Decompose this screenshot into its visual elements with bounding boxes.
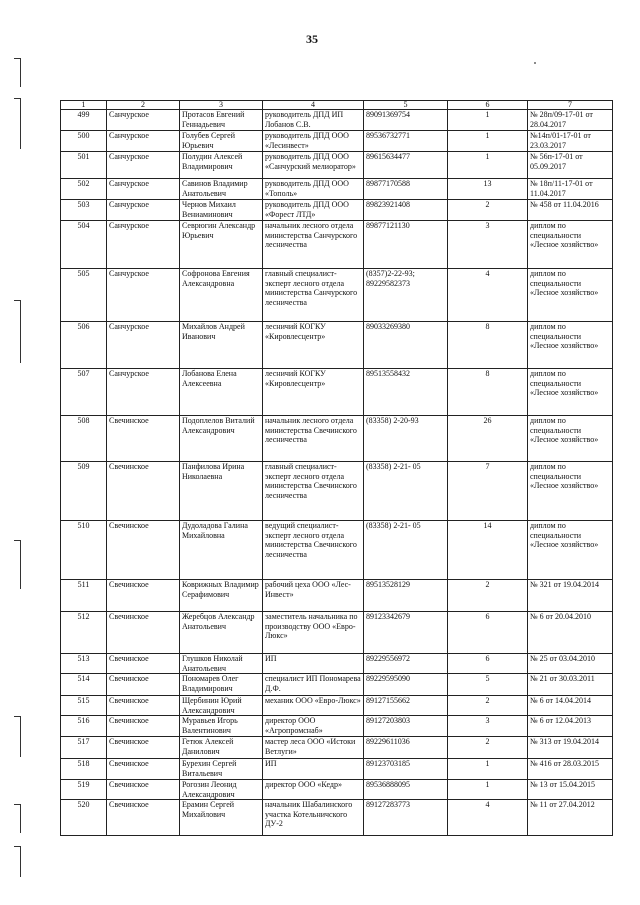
cell-count: 1 bbox=[448, 110, 528, 131]
table-row bbox=[61, 322, 613, 369]
cell-name: Дудоладова Галина Михайловна bbox=[180, 521, 263, 580]
cell-position: начальник лесного отдела министерства Свечинского лесничества bbox=[263, 416, 364, 462]
cell-district: Свечинское bbox=[107, 654, 180, 674]
table-row bbox=[61, 737, 613, 759]
cell-document: № 416 от 28.03.2015 bbox=[528, 759, 613, 780]
cell-phone: 89536732771 bbox=[364, 131, 448, 152]
cell-position: руководитель ДПД ООО «Тополь» bbox=[263, 179, 364, 200]
cell-document: № 6 от 20.04.2010 bbox=[528, 612, 613, 654]
cell-count: 8 bbox=[448, 369, 528, 416]
cell-document: диплом по специальности «Лесное хозяйство» bbox=[528, 269, 613, 322]
cell-district: Свечинское bbox=[107, 780, 180, 800]
table-row bbox=[61, 674, 613, 696]
cell-position: руководитель ДПД ООО «Санчурский мелиоратор» bbox=[263, 152, 364, 179]
cell-phone: 89615634477 bbox=[364, 152, 448, 179]
column-header: 4 bbox=[263, 101, 364, 110]
cell-position: мастер леса ООО «Истоки Ветлуги» bbox=[263, 737, 364, 759]
cell-district: Свечинское bbox=[107, 521, 180, 580]
cell-count: 2 bbox=[448, 200, 528, 221]
margin-mark bbox=[14, 804, 21, 833]
table-row bbox=[61, 221, 613, 269]
cell-name: Гетюк Алексей Данилович bbox=[180, 737, 263, 759]
cell-name: Жеребцов Александр Анатольевич bbox=[180, 612, 263, 654]
table-row bbox=[61, 131, 613, 152]
column-header: 1 bbox=[61, 101, 107, 110]
cell-name: Михайлов Андрей Иванович bbox=[180, 322, 263, 369]
cell-number: 504 bbox=[61, 221, 107, 269]
cell-name: Муравьев Игорь Валентинович bbox=[180, 716, 263, 737]
table-row bbox=[61, 369, 613, 416]
cell-count: 26 bbox=[448, 416, 528, 462]
column-header: 6 bbox=[448, 101, 528, 110]
cell-document: № 458 от 11.04.2016 bbox=[528, 200, 613, 221]
header-row bbox=[61, 101, 613, 110]
cell-phone: 89823921408 bbox=[364, 200, 448, 221]
scan-speck bbox=[534, 62, 536, 64]
cell-count: 7 bbox=[448, 462, 528, 521]
cell-district: Свечинское bbox=[107, 612, 180, 654]
cell-count: 3 bbox=[448, 716, 528, 737]
cell-number: 512 bbox=[61, 612, 107, 654]
cell-count: 5 bbox=[448, 674, 528, 696]
table-row bbox=[61, 696, 613, 716]
cell-name: Щербинин Юрий Александрович bbox=[180, 696, 263, 716]
cell-position: заместитель начальника по производству ООО «Евро-Люкс» bbox=[263, 612, 364, 654]
cell-count: 1 bbox=[448, 780, 528, 800]
cell-phone: 89091369754 bbox=[364, 110, 448, 131]
cell-document: № 13 от 15.04.2015 bbox=[528, 780, 613, 800]
cell-count: 3 bbox=[448, 221, 528, 269]
cell-name: Рогозин Леонид Александрович bbox=[180, 780, 263, 800]
cell-number: 505 bbox=[61, 269, 107, 322]
cell-name: Полудин Алексей Владимирович bbox=[180, 152, 263, 179]
cell-count: 6 bbox=[448, 612, 528, 654]
cell-number: 506 bbox=[61, 322, 107, 369]
cell-phone: 89127283773 bbox=[364, 800, 448, 836]
cell-number: 513 bbox=[61, 654, 107, 674]
cell-district: Свечинское bbox=[107, 462, 180, 521]
cell-document: диплом по специальности «Лесное хозяйство» bbox=[528, 221, 613, 269]
cell-document: № 21 от 30.03.2011 bbox=[528, 674, 613, 696]
table-row bbox=[61, 110, 613, 131]
table-row bbox=[61, 654, 613, 674]
cell-number: 514 bbox=[61, 674, 107, 696]
cell-district: Санчурское bbox=[107, 221, 180, 269]
margin-mark bbox=[14, 300, 21, 363]
cell-position: ИП bbox=[263, 654, 364, 674]
cell-count: 6 bbox=[448, 654, 528, 674]
cell-number: 508 bbox=[61, 416, 107, 462]
cell-district: Санчурское bbox=[107, 152, 180, 179]
cell-document: диплом по специальности «Лесное хозяйство» bbox=[528, 369, 613, 416]
table-row bbox=[61, 759, 613, 780]
table-row bbox=[61, 521, 613, 580]
cell-phone: (83358) 2-20-93 bbox=[364, 416, 448, 462]
cell-number: 519 bbox=[61, 780, 107, 800]
cell-number: 515 bbox=[61, 696, 107, 716]
cell-document: № 18п/11-17-01 от 11.04.2017 bbox=[528, 179, 613, 200]
cell-phone: (83358) 2-21- 05 bbox=[364, 462, 448, 521]
cell-number: 509 bbox=[61, 462, 107, 521]
cell-name: Севрюгин Александр Юрьевич bbox=[180, 221, 263, 269]
cell-position: механик ООО «Евро-Люкс» bbox=[263, 696, 364, 716]
cell-count: 2 bbox=[448, 696, 528, 716]
margin-mark bbox=[14, 58, 21, 87]
cell-document: № 11 от 27.04.2012 bbox=[528, 800, 613, 836]
cell-document: № 6 от 14.04.2014 bbox=[528, 696, 613, 716]
cell-name: Пономарев Олег Владимирович bbox=[180, 674, 263, 696]
column-header: 3 bbox=[180, 101, 263, 110]
cell-count: 2 bbox=[448, 737, 528, 759]
cell-document: диплом по специальности «Лесное хозяйство» bbox=[528, 416, 613, 462]
cell-district: Санчурское bbox=[107, 369, 180, 416]
cell-name: Софронова Евгения Александровна bbox=[180, 269, 263, 322]
cell-number: 500 bbox=[61, 131, 107, 152]
cell-phone: 89229556972 bbox=[364, 654, 448, 674]
cell-number: 516 bbox=[61, 716, 107, 737]
cell-phone: 89123342679 bbox=[364, 612, 448, 654]
cell-district: Свечинское bbox=[107, 800, 180, 836]
cell-position: начальник лесного отдела министерства Санчурского лесничества bbox=[263, 221, 364, 269]
table-row bbox=[61, 179, 613, 200]
cell-position: лесничий КОГКУ «Кировлесцентр» bbox=[263, 322, 364, 369]
table-row bbox=[61, 580, 613, 612]
cell-position: начальник Шабалинского участка Котельничского ДУ-2 bbox=[263, 800, 364, 836]
cell-phone: 89877170588 bbox=[364, 179, 448, 200]
table-row bbox=[61, 416, 613, 462]
cell-name: Лобанова Елена Алексеевна bbox=[180, 369, 263, 416]
cell-position: лесничий КОГКУ «Кировлесцентр» bbox=[263, 369, 364, 416]
cell-position: ИП bbox=[263, 759, 364, 780]
cell-count: 2 bbox=[448, 580, 528, 612]
cell-count: 14 bbox=[448, 521, 528, 580]
cell-position: рабочий цеха ООО «Лес-Инвест» bbox=[263, 580, 364, 612]
margin-mark bbox=[14, 98, 21, 149]
cell-position: руководитель ДПД ООО «Форест ЛТД» bbox=[263, 200, 364, 221]
cell-name: Чернов Михаил Вениаминович bbox=[180, 200, 263, 221]
table-row bbox=[61, 612, 613, 654]
cell-count: 1 bbox=[448, 152, 528, 179]
cell-phone: 89513528129 bbox=[364, 580, 448, 612]
cell-name: Голубев Сергей Юрьевич bbox=[180, 131, 263, 152]
cell-count: 13 bbox=[448, 179, 528, 200]
cell-phone: 89536888095 bbox=[364, 780, 448, 800]
cell-number: 503 bbox=[61, 200, 107, 221]
cell-district: Санчурское bbox=[107, 131, 180, 152]
cell-district: Свечинское bbox=[107, 416, 180, 462]
table-row bbox=[61, 269, 613, 322]
cell-district: Свечинское bbox=[107, 580, 180, 612]
table-row bbox=[61, 780, 613, 800]
cell-phone: 89033269380 bbox=[364, 322, 448, 369]
cell-count: 1 bbox=[448, 759, 528, 780]
cell-number: 510 bbox=[61, 521, 107, 580]
cell-position: специалист ИП Пономарева Д.Ф. bbox=[263, 674, 364, 696]
cell-document: диплом по специальности «Лесное хозяйство» bbox=[528, 521, 613, 580]
cell-number: 507 bbox=[61, 369, 107, 416]
column-header: 5 bbox=[364, 101, 448, 110]
cell-position: ведущий специалист-эксперт лесного отдела министерства Свечинского лесничества bbox=[263, 521, 364, 580]
cell-district: Санчурское bbox=[107, 110, 180, 131]
cell-name: Ерамин Сергей Михайлович bbox=[180, 800, 263, 836]
cell-number: 511 bbox=[61, 580, 107, 612]
cell-phone: (83358) 2-21- 05 bbox=[364, 521, 448, 580]
cell-name: Савинов Владимир Анатольевич bbox=[180, 179, 263, 200]
cell-document: диплом по специальности «Лесное хозяйство» bbox=[528, 462, 613, 521]
cell-document: диплом по специальности «Лесное хозяйство» bbox=[528, 322, 613, 369]
cell-document: № 321 от 19.04.2014 bbox=[528, 580, 613, 612]
table-row bbox=[61, 800, 613, 836]
cell-phone: 89513558432 bbox=[364, 369, 448, 416]
cell-phone: 89123703185 bbox=[364, 759, 448, 780]
cell-district: Свечинское bbox=[107, 737, 180, 759]
cell-phone: (8357)2-22-93; 89229582373 bbox=[364, 269, 448, 322]
cell-document: № 25 от 03.04.2010 bbox=[528, 654, 613, 674]
cell-number: 517 bbox=[61, 737, 107, 759]
cell-document: № 313 от 19.04.2014 bbox=[528, 737, 613, 759]
cell-count: 8 bbox=[448, 322, 528, 369]
margin-mark bbox=[14, 716, 21, 757]
table-row bbox=[61, 152, 613, 179]
cell-position: директор ООО «Агропромснаб» bbox=[263, 716, 364, 737]
cell-phone: 89229595090 bbox=[364, 674, 448, 696]
cell-position: главный специалист-эксперт лесного отдела министерства Свечинского лесничества bbox=[263, 462, 364, 521]
cell-name: Глушков Николай Анатольевич bbox=[180, 654, 263, 674]
cell-position: главный специалист-эксперт лесного отдела министерства Санчурского лесничества bbox=[263, 269, 364, 322]
cell-position: руководитель ДПД ИП Лобанов С.В. bbox=[263, 110, 364, 131]
table-row bbox=[61, 200, 613, 221]
cell-count: 4 bbox=[448, 800, 528, 836]
cell-phone: 89877121130 bbox=[364, 221, 448, 269]
cell-district: Свечинское bbox=[107, 716, 180, 737]
column-header: 2 bbox=[107, 101, 180, 110]
cell-district: Свечинское bbox=[107, 759, 180, 780]
cell-document: № 56п-17-01 от 05.09.2017 bbox=[528, 152, 613, 179]
cell-document: №14п/01-17-01 от 23.03.2017 bbox=[528, 131, 613, 152]
cell-count: 1 bbox=[448, 131, 528, 152]
column-header: 7 bbox=[528, 101, 613, 110]
cell-count: 4 bbox=[448, 269, 528, 322]
cell-name: Бурехин Сергей Витальевич bbox=[180, 759, 263, 780]
page-number: 35 bbox=[306, 32, 318, 46]
cell-position: руководитель ДПД ООО «Лесинвест» bbox=[263, 131, 364, 152]
cell-number: 518 bbox=[61, 759, 107, 780]
margin-mark bbox=[14, 540, 21, 589]
cell-number: 520 bbox=[61, 800, 107, 836]
cell-phone: 89127203803 bbox=[364, 716, 448, 737]
cell-number: 499 bbox=[61, 110, 107, 131]
cell-district: Санчурское bbox=[107, 269, 180, 322]
cell-number: 501 bbox=[61, 152, 107, 179]
cell-district: Санчурское bbox=[107, 322, 180, 369]
cell-document: № 28п/09-17-01 от 28.04.2017 bbox=[528, 110, 613, 131]
cell-district: Свечинское bbox=[107, 674, 180, 696]
table-row bbox=[61, 462, 613, 521]
cell-name: Протасов Евгений Геннадьевич bbox=[180, 110, 263, 131]
cell-phone: 89127155662 bbox=[364, 696, 448, 716]
cell-phone: 89229611036 bbox=[364, 737, 448, 759]
cell-district: Свечинское bbox=[107, 696, 180, 716]
cell-number: 502 bbox=[61, 179, 107, 200]
cell-position: директор ООО «Кедр» bbox=[263, 780, 364, 800]
margin-mark bbox=[14, 846, 21, 877]
cell-district: Санчурское bbox=[107, 179, 180, 200]
cell-district: Санчурское bbox=[107, 200, 180, 221]
cell-name: Панфилова Ирина Николаевна bbox=[180, 462, 263, 521]
table-row bbox=[61, 716, 613, 737]
cell-document: № 6 от 12.04.2013 bbox=[528, 716, 613, 737]
cell-name: Подоплелов Виталий Александрович bbox=[180, 416, 263, 462]
registry-table bbox=[60, 100, 613, 836]
cell-name: Коврижных Владимир Серафимович bbox=[180, 580, 263, 612]
